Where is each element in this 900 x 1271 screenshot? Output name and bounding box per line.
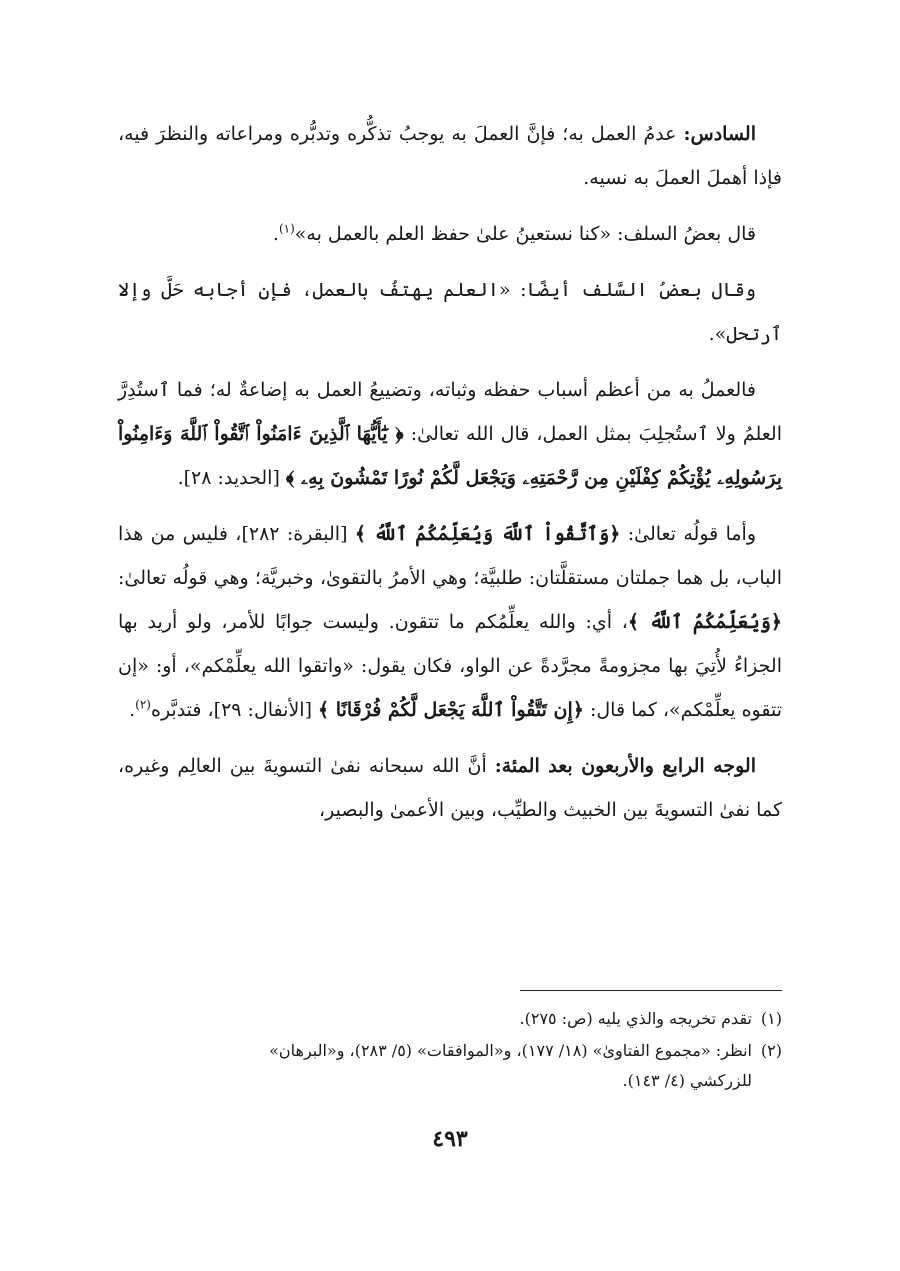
paragraph-heading: الوجه الرابع والأربعون بعد المئة: bbox=[494, 755, 756, 777]
paragraph-text: ، أي: والله يعلِّمُكم ما تتقون. وليست جوابًا للأمر، ولو أريد بها الجزاءُ لأُتِيَ بها مجزومةً مجرَّدةً عن الواو، فكان يقول: «واتقوا الله يعلِّمْكم»، أو: «إن تتقوه يعلِّمْكم»، كما قال: bbox=[118, 611, 782, 721]
quran-verse: ﴿وَٱتَّقُواْ ٱللَّهَ وَيُعَلِّمُكُمُ ٱللَّهُ ﴾ bbox=[354, 523, 621, 545]
paragraph-text: فالعملُ به من أعظم أسباب حفظه وثباته، وتضييعُ العمل به إضاعةٌ له؛ فما ٱستُدِرَّ العلمُ ولا ٱستُجلِبَ بمثل العمل، قال الله تعالىٰ: bbox=[118, 379, 782, 445]
page-number: ٤٩٣ bbox=[432, 1126, 468, 1152]
paragraph-punct: . bbox=[129, 699, 136, 721]
paragraph-action-preserves bbox=[118, 368, 782, 500]
paragraph-sixth-reason bbox=[118, 112, 782, 200]
footnote-ref-2[interactable]: (٢) bbox=[135, 697, 151, 712]
footnotes bbox=[118, 1004, 782, 1098]
paragraph-text: وأما قولُه تعالىٰ: bbox=[620, 523, 757, 545]
footnote-2 bbox=[118, 1036, 782, 1096]
footnote-ref-1[interactable]: (١) bbox=[278, 221, 295, 236]
footnote-text-continued: للزركشي (٤/ ١٤٣). bbox=[622, 1071, 752, 1090]
footnote-text: تقدم تخريجه والذي يليه (ص: ٢٧٥). bbox=[519, 1009, 752, 1028]
verse-citation: [الأنفال: ٢٩]، فتدبَّره bbox=[150, 699, 319, 721]
paragraph-text: قال بعضُ السلف: «كنا نستعينُ علىٰ حفظ العلم بالعمل به» bbox=[294, 223, 756, 245]
paragraph-salaf-quote-1 bbox=[118, 212, 782, 256]
paragraph-text: عدمُ العمل به؛ فإنَّ العملَ به يوجبُ تذكُّره وتدبُّره ومراعاته والنظرَ فيه، فإذا أهملَ العملَ به نسيه. bbox=[118, 123, 782, 189]
quran-verse: ﴿ يَٰٓأَيُّهَا ٱلَّذِينَ ءَامَنُواْ ٱتَّقُواْ ٱللَّهَ وَءَامِنُواْ بِرَسُولِهِۦ يُؤْتِكُمْ كِفْلَيْنِ مِن رَّحْمَتِهِۦ وَيَجْعَل لَّكُمْ نُورًا تَمْشُونَ بِهِۦ ﴾ bbox=[118, 423, 782, 489]
paragraph-text: [البقرة: ٢٨٢]، فليس من هذا الباب، بل هما جملتان مستقلَّتان: طلبيَّة؛ وهي الأمرُ بالتقوىٰ، وخبريَّة؛ وهي قولُه تعالىٰ: bbox=[118, 523, 782, 589]
paragraph-punct: . bbox=[272, 223, 279, 245]
paragraph-text: أنَّ الله سبحانه نفىٰ التسويةَ بين العالِم وغيره، كما نفىٰ التسويةَ بين الخبيث والطيِّب، وبين الأعمىٰ والبصير، bbox=[118, 755, 782, 821]
footnote-number: (٢) bbox=[760, 1041, 782, 1060]
paragraph-verse-analysis bbox=[118, 512, 782, 732]
footnote-divider bbox=[520, 990, 782, 991]
quran-verse: ﴿وَيُعَلِّمُكُمُ ٱللَّهُ ﴾ bbox=[627, 611, 782, 633]
quran-verse: ﴿إِن تَتَّقُواْ ٱللَّهَ يَجْعَل لَّكُمْ فُرْقَانًا ﴾ bbox=[318, 699, 584, 721]
footnote-1 bbox=[118, 1004, 782, 1034]
paragraph-aspect-144 bbox=[118, 744, 782, 832]
footnote-number: (١) bbox=[760, 1009, 782, 1028]
main-text bbox=[118, 112, 782, 844]
verse-citation: [الحديد: ٢٨]. bbox=[177, 467, 286, 489]
paragraph-text: وقال بعضُ السَّلف أيضًا: «العلم يهتفُ بالعمل، فإن أجابه حَلَّ وإلا ٱرتحل». bbox=[118, 279, 782, 345]
paragraph-salaf-quote-2 bbox=[118, 268, 782, 356]
paragraph-heading: السادس: bbox=[683, 123, 756, 145]
footnote-text: انظر: «مجموع الفتاوىٰ» (١٨/ ١٧٧)، و«الموافقات» (٥/ ٢٨٣)، و«البرهان» bbox=[269, 1041, 752, 1060]
